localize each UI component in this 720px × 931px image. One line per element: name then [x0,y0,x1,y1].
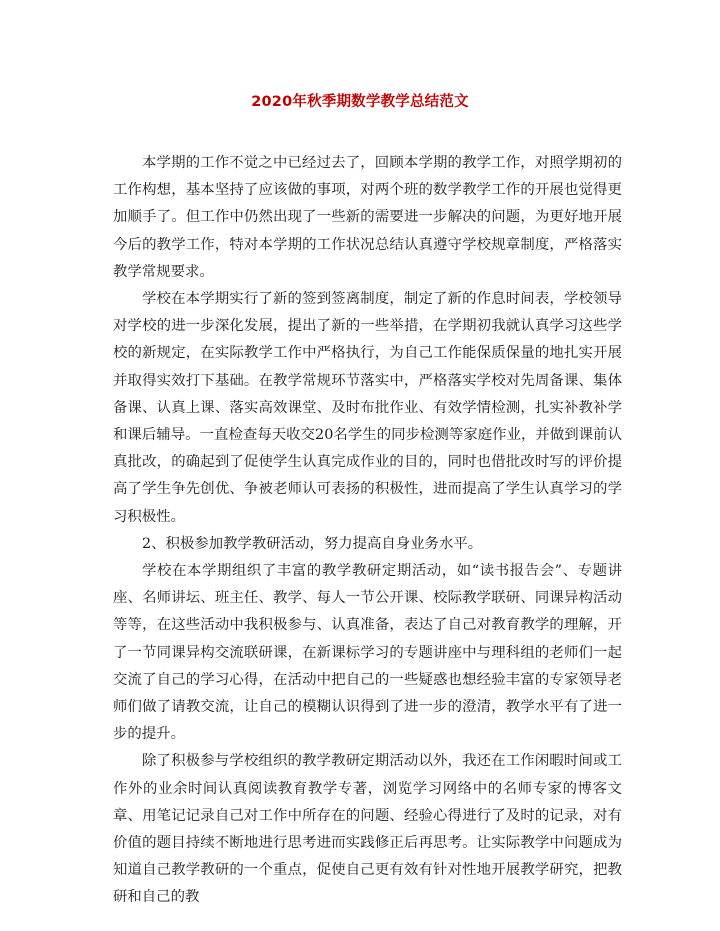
document-body [113,150,622,912]
paragraph-school-rules: 学校在本学期实行了新的签到签离制度，制定了新的作息时间表，学校领导对学校的进一步深化发展，提出了新的一些举措，在学期初我就认真学习这些学校的新规定，在实际教学工作中严格执行，为自己工作能保质保量的地扎实开展并取得实效打下基础。在教学常规环节落实中，严格落实学校对先周备课、集体备课、认真上课、落实高效课堂、及时布批作业、有效学情检测，扎实补教补学和课后辅导。一直检查每天收交20名学生的同步检测等家庭作业，并做到课前认真批改，的确起到了促使学生认真完成作业的目的，同时也借批改时写的评价提高了学生争先创优、争被老师认可表扬的积极性，进而提高了学生认真学习的学习积极性。 [113,291,622,525]
paragraph-section-heading: 2、积极参加教学教研活动，努力提高自身业务水平。 [142,535,483,552]
document-title: 2020年秋季期数学教学总结范文 [251,94,469,110]
paragraph-teaching-activities: 学校在本学期组织了丰富的教学教研定期活动，如“读书报告会”、专题讲座、名师讲坛、班主任、教学、每人一节公开课、校际教学联研、同课异构活动等等，在这些活动中我积极参与、认真准备，表达了自己对教育教学的理解，开了一节同课异构交流联研课，在新课标学习的专题讲座中与理科组的老师们一起交流了自己的学习心得，在活动中把自己的一些疑惑也想经验丰富的专家领导老师们做了请教交流，让自己的模糊认识得到了进一步的澄清，教学水平有了进一步的提升。 [113,563,622,743]
paragraph-intro: 本学期的工作不觉之中已经过去了，回顾本学期的教学工作，对照学期初的工作构想，基本坚持了应该做的事项，对两个班的数学教学工作的开展也觉得更加顺手了。但工作中仍然出现了一些新的需要进一步解决的问题，为更好地开展今后的教学工作，特对本学期的工作状况总结认真遵守学校规章制度，严格落实教学常规要求。 [113,155,622,280]
paragraph-self-study: 除了积极参与学校组织的教学教研定期活动以外，我还在工作闲暇时间或工作外的业余时间认真阅读教育教学专著，浏览学习网络中的名师专家的博客文章、用笔记记录自己对工作中所存在的问题、经验心得进行了及时的记录，对有价值的题目持续不断地进行思考进而实践修正后再思考。让实际教学中问题成为知道自己教学教研的一个重点，促使自己更有效有针对性地开展教学研究，把教研和自己的教 [113,753,622,906]
